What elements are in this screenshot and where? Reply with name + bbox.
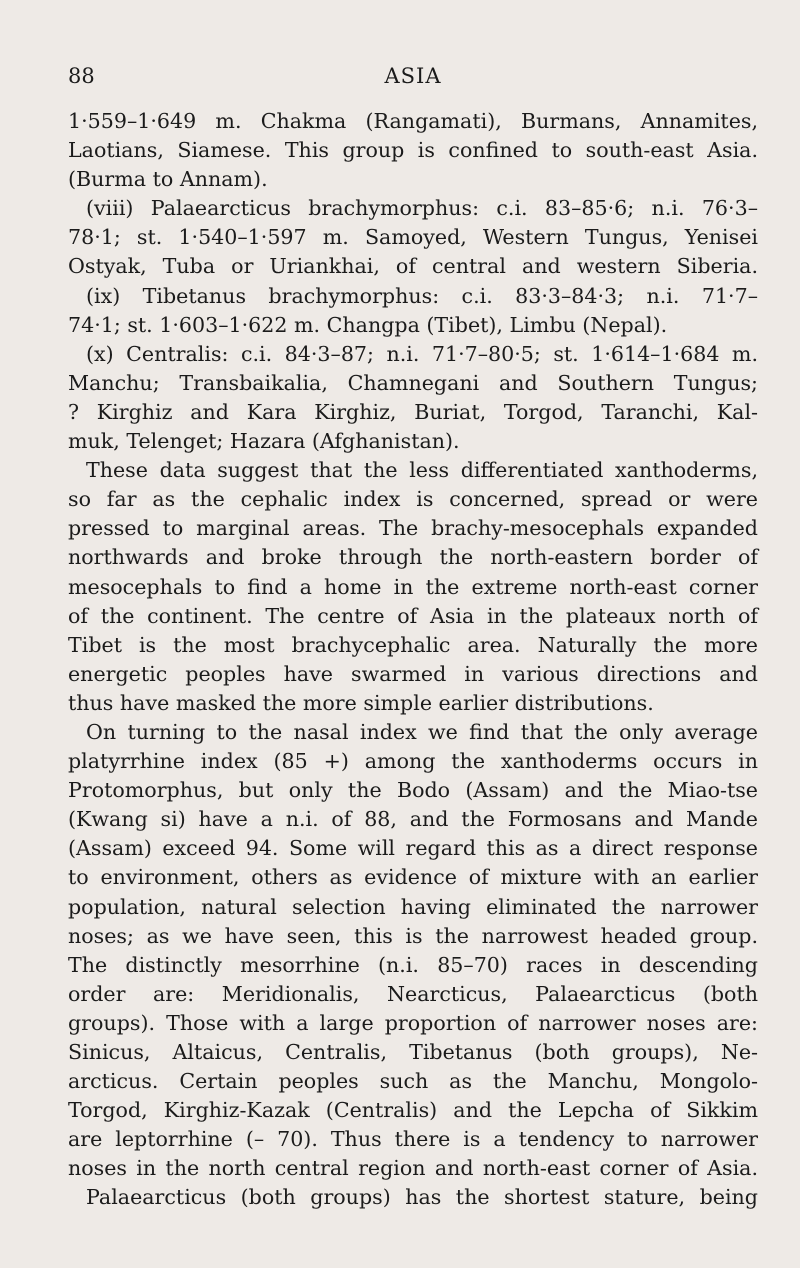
text-line: ? Kirghiz and Kara Kirghiz, Buriat, Torgod, Taranchi, Kal- xyxy=(68,399,758,424)
text-line: Ostyak, Tuba or Uriankhai, of central and western Siberia. xyxy=(68,254,758,279)
text-line: Laotians, Siamese. This group is confined to south-east Asia. xyxy=(68,138,758,163)
text-line: northwards and broke through the north-eastern border of xyxy=(68,545,758,570)
text-line: Sinicus, Altaicus, Centralis, Tibetanus (both groups), Ne- xyxy=(68,1040,758,1064)
text-line: muk, Telenget; Hazara (Afghanistan). xyxy=(68,429,460,454)
text-line: so far as the cephalic index is concerned, spread or were xyxy=(68,487,758,512)
page-number: 88 xyxy=(68,64,95,88)
text-line: to environment, others as evidence of mixture with an earlier xyxy=(68,865,758,890)
text-line: 74·1; st. 1·603–1·622 m. Changpa (Tibet), Limbu (Nepal). xyxy=(68,312,668,337)
text-line: Protomorphus, but only the Bodo (Assam) and the Miao-tse xyxy=(68,778,758,803)
text-line: mesocephals to find a home in the extreme north-east corner xyxy=(68,574,758,599)
text-line: (Kwang si) have a n.i. of 88, and the Formosans and Mande xyxy=(68,807,758,832)
text-line: order are: Meridionalis, Nearcticus, Palaearcticus (both xyxy=(68,981,758,1006)
text-line: noses; as we have seen, this is the narrowest headed group. xyxy=(68,923,758,948)
text-line: (viii) Palaearcticus brachymorphus: c.i. 83–85·6; n.i. 76·3– xyxy=(86,196,758,221)
text-line: Torgod, Kirghiz-Kazak (Centralis) and the Lepcha of Sikkim xyxy=(68,1098,758,1123)
text-line: (Burma to Annam). xyxy=(68,167,268,192)
text-line: The distinctly mesorrhine (n.i. 85–70) races in descending xyxy=(68,952,758,977)
text-line: noses in the north central region and north-east corner of Asia. xyxy=(68,1156,758,1181)
text-line: platyrrhine index (85 +) among the xanthoderms occurs in xyxy=(68,749,758,774)
text-line: 78·1; st. 1·540–1·597 m. Samoyed, Western Tungus, Yenisei xyxy=(68,225,758,250)
text-line: On turning to the nasal index we find that the only average xyxy=(86,719,758,744)
text-line: pressed to marginal areas. The brachy-mesocephals expanded xyxy=(68,516,758,541)
text-line: population, natural selection having eliminated the narrower xyxy=(68,894,758,919)
text-line: (ix) Tibetanus brachymorphus: c.i. 83·3–84·3; n.i. 71·7– xyxy=(86,283,758,308)
text-line: of the continent. The centre of Asia in the plateaux north of xyxy=(68,603,758,628)
running-head xyxy=(68,64,758,94)
text-line: Tibet is the most brachycephalic area. Naturally the more xyxy=(68,632,758,657)
body-text xyxy=(68,107,758,1213)
text-line: are leptorrhine (– 70). Thus there is a tendency to narrower xyxy=(68,1127,758,1152)
running-title: ASIA xyxy=(384,64,442,88)
text-line: thus have masked the more simple earlier distributions. xyxy=(68,690,654,715)
text-line: energetic peoples have swarmed in various directions and xyxy=(68,661,758,686)
text-line: groups). Those with a large proportion of narrower noses are: xyxy=(68,1010,758,1035)
text-line: arcticus. Certain peoples such as the Manchu, Mongolo- xyxy=(68,1069,758,1094)
text-line: 1·559–1·649 m. Chakma (Rangamati), Burmans, Annamites, xyxy=(68,109,758,133)
text-line: (Assam) exceed 94. Some will regard this as a direct response xyxy=(68,836,758,861)
text-line: These data suggest that the less differentiated xanthoderms, xyxy=(86,458,758,483)
text-line: Palaearcticus (both groups) has the shortest stature, being xyxy=(86,1185,758,1210)
text-line: Manchu; Transbaikalia, Chamnegani and Southern Tungus; xyxy=(68,370,758,395)
text-line: (x) Centralis: c.i. 84·3–87; n.i. 71·7–80·5; st. 1·614–1·684 m. xyxy=(86,341,758,366)
